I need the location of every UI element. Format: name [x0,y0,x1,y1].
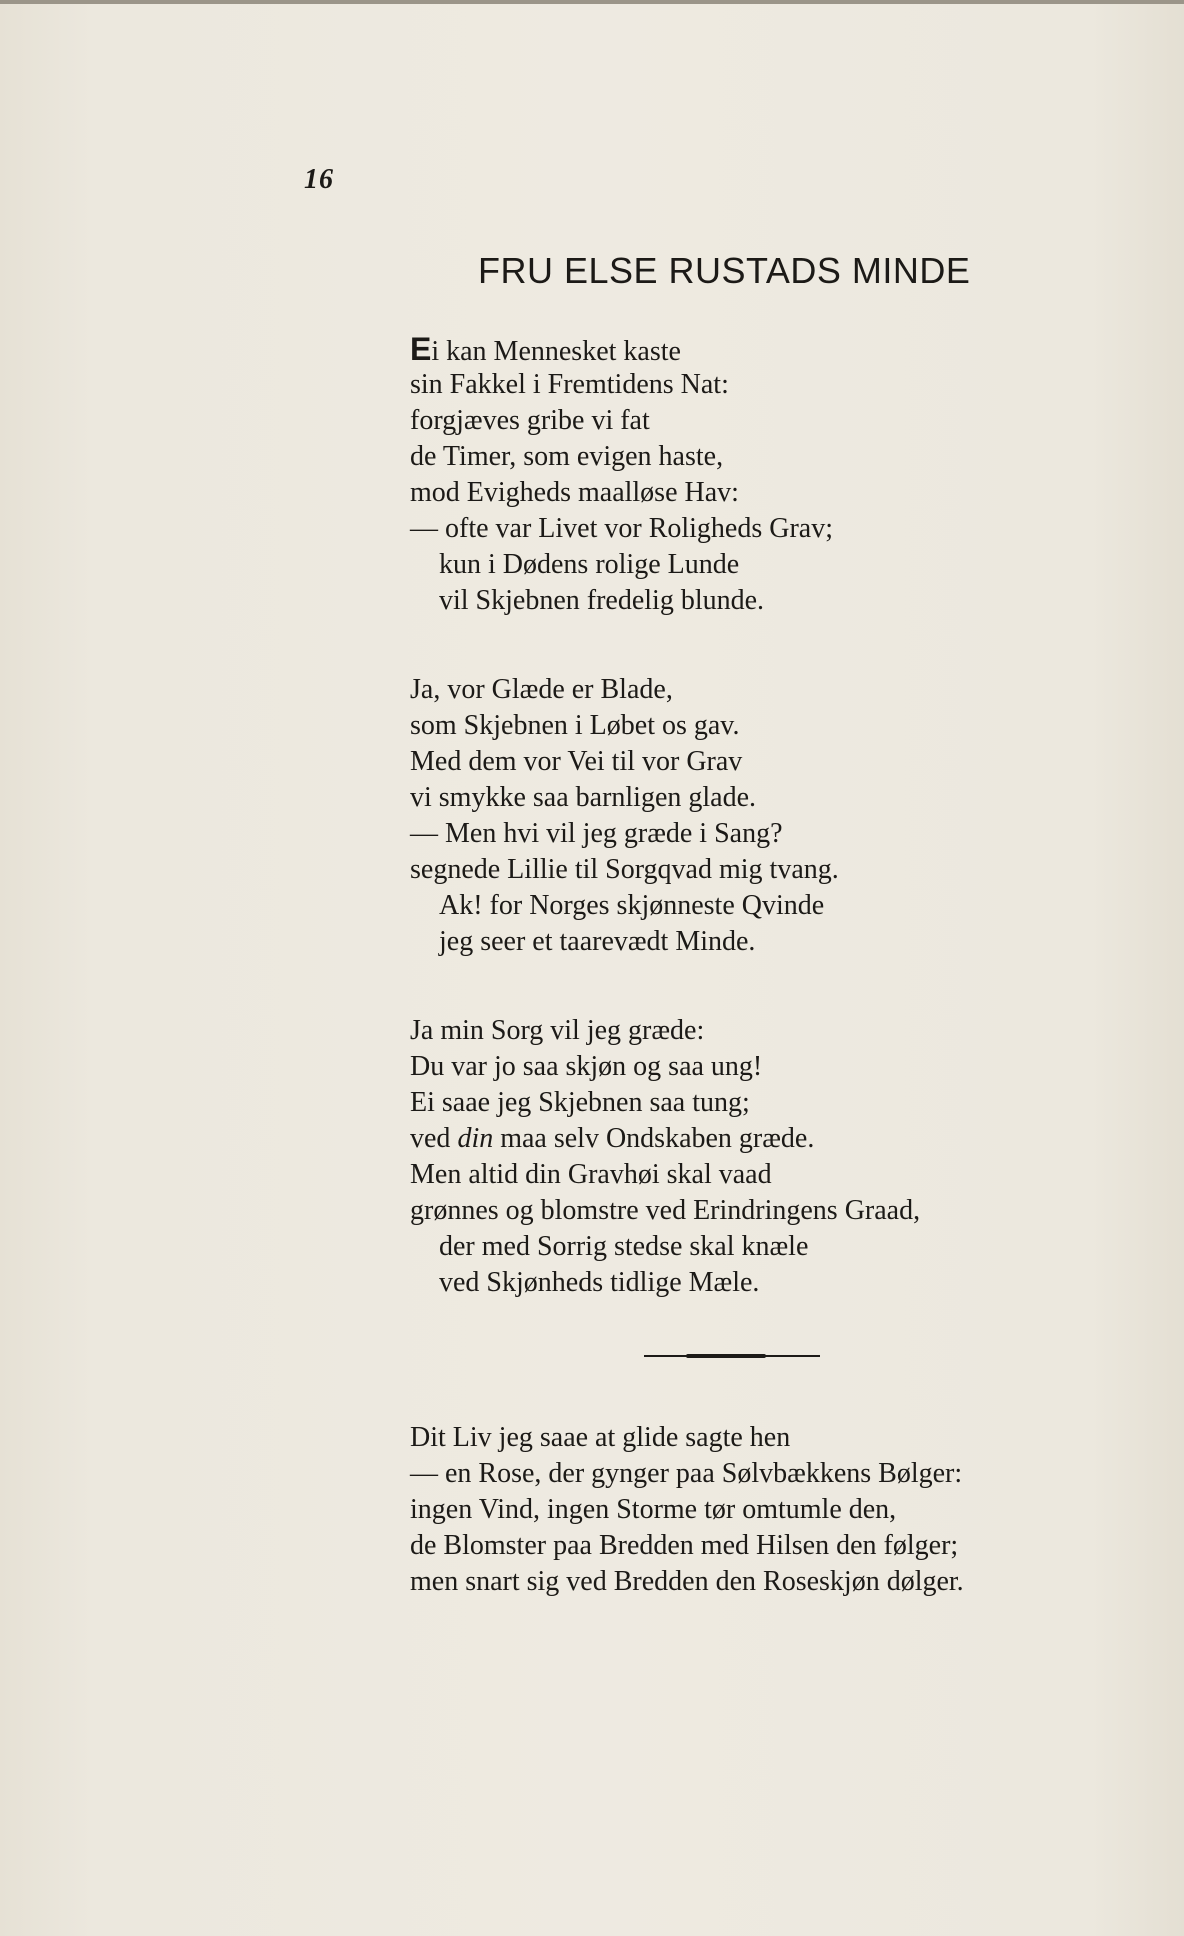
poem-line-text: ved [410,1123,458,1154]
poem-line: de Blomster paa Bredden med Hilsen den følger; [410,1530,959,1561]
poem-line: — ofte var Livet vor Roligheds Grav; [410,513,834,544]
poem-line: Dit Liv jeg saae at glide sagte hen [410,1422,791,1453]
poem-line: som Skjebnen i Løbet os gav. [410,710,740,741]
poem-line: Men altid din Gravhøi skal vaad [410,1159,772,1190]
section-divider [644,1355,820,1357]
poem-title: FRU ELSE RUSTADS MINDE [478,250,971,291]
poem-line-text: i kan Mennesket kaste [431,336,681,367]
poem-line: Ei saae jeg Skjebnen saa tung; [410,1087,750,1118]
poem-line: — Men hvi vil jeg græde i Sang? [410,818,783,849]
poem-line: der med Sorrig stedse skal knæle [439,1231,809,1262]
poem-line [410,1121,920,1157]
poem-line: grønnes og blomstre ved Erindringens Graad, [410,1195,921,1226]
poem-line: ingen Vind, ingen Storme tør omtumle den, [410,1494,897,1525]
poem-line: vi smykke saa barnligen glade. [410,782,757,813]
stanza-3 [410,1013,920,1301]
initial-letter: E [410,331,432,367]
stanza-2 [410,672,839,960]
poem-line [410,331,833,367]
stanza-4 [410,1420,964,1600]
poem-line: mod Evigheds maalløse Hav: [410,477,739,508]
poem-line-text: maa selv Ondskaben græde. [493,1123,815,1154]
poem-line: Ja, vor Glæde er Blade, [410,674,673,705]
poem-line: men snart sig ved Bredden den Roseskjøn dølger. [410,1566,964,1597]
poem-line: segnede Lillie til Sorgqvad mig tvang. [410,854,839,885]
poem-line: — en Rose, der gynger paa Sølvbækkens Bølger: [410,1458,963,1489]
poem-line: Du var jo saa skjøn og saa ung! [410,1051,763,1082]
stanza-1 [410,331,833,619]
poem-line: de Timer, som evigen haste, [410,441,724,472]
poem-line: Ja min Sorg vil jeg græde: [410,1015,705,1046]
poem-line: Med dem vor Vei til vor Grav [410,746,743,777]
poem-line: vil Skjebnen fredelig blunde. [439,585,765,616]
poem-line: ved Skjønheds tidlige Mæle. [439,1267,760,1298]
italic-word: din [457,1123,494,1154]
poem-line: kun i Dødens rolige Lunde [439,549,740,580]
poem-line: forgjæves gribe vi fat [410,405,650,436]
poem-line: Ak! for Norges skjønneste Qvinde [439,890,825,921]
poem-line: sin Fakkel i Fremtidens Nat: [410,369,729,400]
poem-line: jeg seer et taarevædt Minde. [439,926,756,957]
page-top-edge [0,0,1184,4]
page-number: 16 [304,164,334,195]
